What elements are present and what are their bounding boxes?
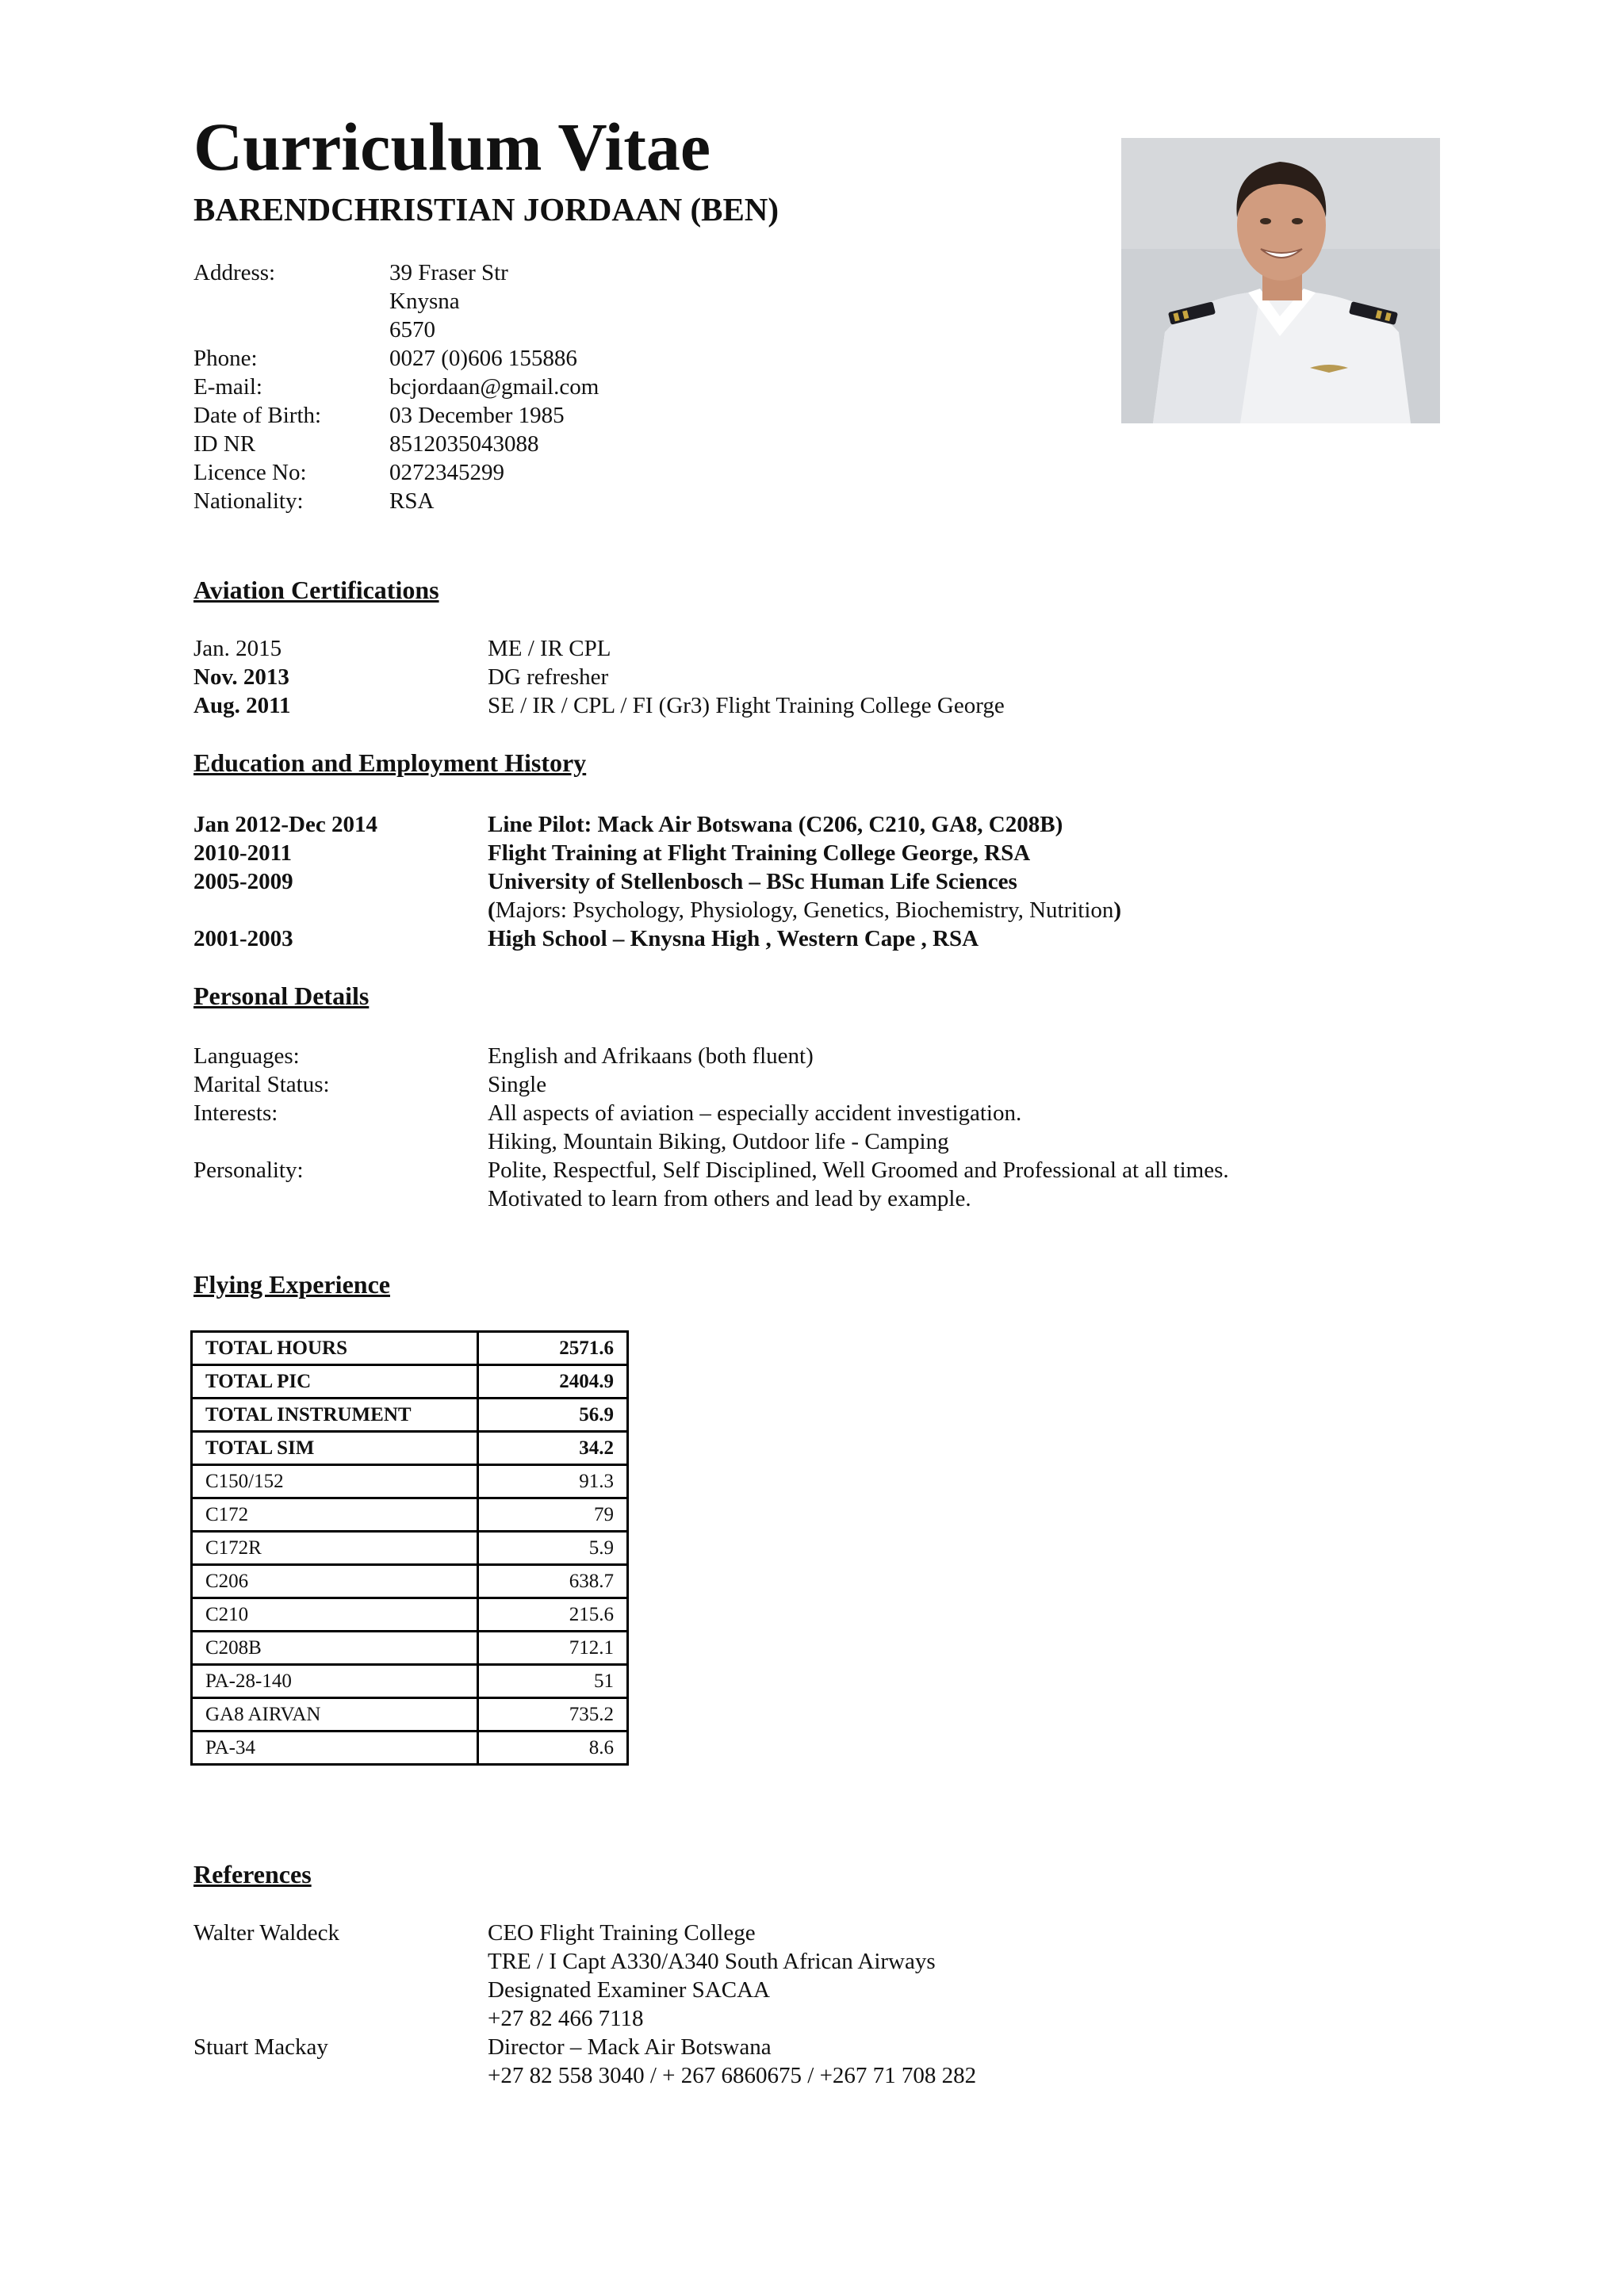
reference-line: Director – Mack Air Botswana (488, 2034, 772, 2060)
hours-value: 2404.9 (478, 1365, 628, 1399)
education-date: 2010-2011 (193, 840, 293, 866)
hours-value: 34.2 (478, 1432, 628, 1465)
table-row (192, 1498, 628, 1532)
aircraft-name: TOTAL SIM (192, 1432, 478, 1465)
personality-line: Polite, Respectful, Self Disciplined, Well Groomed and Professional at all times. (488, 1158, 1229, 1183)
education-desc: Flight Training at Flight Training College George, RSA (488, 840, 1031, 866)
aircraft-name: C208B (192, 1632, 478, 1665)
aircraft-name: GA8 AIRVAN (192, 1698, 478, 1732)
table-row (192, 1332, 628, 1365)
dob-value: 03 December 1985 (389, 403, 565, 428)
id-value: 8512035043088 (389, 431, 539, 457)
education-date: 2005-2009 (193, 869, 293, 894)
aircraft-name: C172R (192, 1532, 478, 1565)
dob-label: Date of Birth: (193, 403, 322, 428)
email-value: bcjordaan@gmail.com (389, 374, 599, 400)
education-desc: Line Pilot: Mack Air Botswana (C206, C210, GA8, C208B) (488, 812, 1063, 837)
education-date: 2001-2003 (193, 926, 293, 951)
aircraft-name: C210 (192, 1598, 478, 1632)
address-label: Address: (193, 260, 276, 285)
languages-value: English and Afrikaans (both fluent) (488, 1043, 814, 1069)
cert-desc: SE / IR / CPL / FI (Gr3) Flight Training College George (488, 693, 1005, 718)
languages-label: Languages: (193, 1043, 300, 1069)
address-line: 39 Fraser Str (389, 260, 508, 285)
table-row (192, 1665, 628, 1698)
hours-value: 2571.6 (478, 1332, 628, 1365)
hours-value: 56.9 (478, 1399, 628, 1432)
cert-date: Jan. 2015 (193, 636, 282, 661)
aircraft-name: TOTAL PIC (192, 1365, 478, 1399)
interests-line: Hiking, Mountain Biking, Outdoor life - Camping (488, 1129, 949, 1154)
personal-heading: Personal Details (193, 982, 370, 1010)
reference-phone: +27 82 466 7118 (488, 2006, 644, 2031)
phone-label: Phone: (193, 346, 258, 371)
education-desc: University of Stellenbosch – BSc Human Life Sciences (488, 869, 1017, 894)
hours-value: 51 (478, 1665, 628, 1698)
interests-line: All aspects of aviation – especially accident investigation. (488, 1100, 1022, 1126)
reference-line: Designated Examiner SACAA (488, 1977, 770, 2003)
table-row (192, 1698, 628, 1732)
address-line: Knysna (389, 289, 460, 314)
aircraft-name: PA-34 (192, 1732, 478, 1765)
aircraft-name: C206 (192, 1565, 478, 1598)
hours-value: 215.6 (478, 1598, 628, 1632)
id-label: ID NR (193, 431, 256, 457)
table-row (192, 1532, 628, 1565)
candidate-name: BARENDCHRISTIAN JORDAAN (BEN) (193, 191, 779, 228)
aviation-heading: Aviation Certifications (193, 576, 439, 604)
paren-close: ) (1113, 897, 1122, 923)
email-label: E-mail: (193, 374, 262, 400)
hours-value: 91.3 (478, 1465, 628, 1498)
table-row (192, 1732, 628, 1765)
reference-line: CEO Flight Training College (488, 1920, 756, 1946)
licence-label: Licence No: (193, 460, 307, 485)
reference-line: TRE / I Capt A330/A340 South African Airways (488, 1949, 936, 1974)
marital-label: Marital Status: (193, 1072, 330, 1097)
personality-label: Personality: (193, 1158, 304, 1183)
hours-value: 5.9 (478, 1532, 628, 1565)
references-heading: References (193, 1860, 312, 1888)
hours-value: 735.2 (478, 1698, 628, 1732)
phone-value: 0027 (0)606 155886 (389, 346, 577, 371)
hours-value: 638.7 (478, 1565, 628, 1598)
aircraft-name: C150/152 (192, 1465, 478, 1498)
hours-value: 712.1 (478, 1632, 628, 1665)
flying-heading: Flying Experience (193, 1270, 390, 1299)
nationality-label: Nationality: (193, 488, 304, 514)
table-row (192, 1632, 628, 1665)
nationality-value: RSA (389, 488, 435, 514)
paren-open: ( (488, 897, 496, 923)
reference-phone: +27 82 558 3040 / + 267 6860675 / +267 71 708 282 (488, 2063, 977, 2088)
table-row (192, 1399, 628, 1432)
marital-value: Single (488, 1072, 547, 1097)
address-line: 6570 (389, 317, 435, 342)
aircraft-name: TOTAL HOURS (192, 1332, 478, 1365)
cert-date: Aug. 2011 (193, 693, 291, 718)
table-row (192, 1465, 628, 1498)
aircraft-name: TOTAL INSTRUMENT (192, 1399, 478, 1432)
interests-label: Interests: (193, 1100, 278, 1126)
reference-name: Stuart Mackay (193, 2034, 328, 2060)
table-row (192, 1432, 628, 1465)
flying-hours-table (190, 1330, 629, 1766)
page-title: Curriculum Vitae (193, 109, 711, 185)
table-row (192, 1365, 628, 1399)
personality-line: Motivated to learn from others and lead by example. (488, 1186, 971, 1211)
education-majors (488, 896, 1121, 924)
reference-name: Walter Waldeck (193, 1920, 340, 1946)
aircraft-name: C172 (192, 1498, 478, 1532)
majors-text: Majors: Psychology, Physiology, Genetics, Biochemistry, Nutrition (495, 897, 1114, 923)
cert-date: Nov. 2013 (193, 664, 289, 690)
licence-value: 0272345299 (389, 460, 504, 485)
hours-value: 79 (478, 1498, 628, 1532)
hours-value: 8.6 (478, 1732, 628, 1765)
table-row (192, 1565, 628, 1598)
profile-photo (1121, 138, 1440, 423)
pilot-portrait-image (1121, 138, 1440, 423)
education-heading: Education and Employment History (193, 748, 587, 777)
aircraft-name: PA-28-140 (192, 1665, 478, 1698)
education-date: Jan 2012-Dec 2014 (193, 812, 377, 837)
education-desc: High School – Knysna High , Western Cape , RSA (488, 926, 979, 951)
cert-desc: DG refresher (488, 664, 609, 690)
table-row (192, 1598, 628, 1632)
cert-desc: ME / IR CPL (488, 636, 611, 661)
